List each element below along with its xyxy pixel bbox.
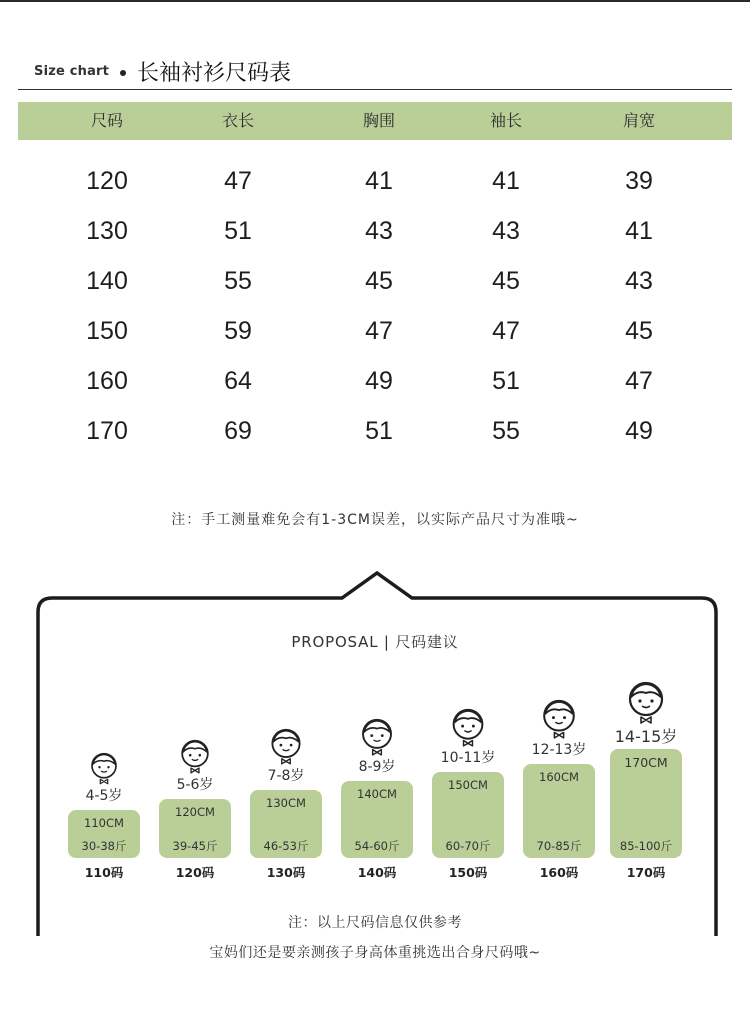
table-cell: 51 bbox=[365, 417, 393, 445]
table-cell: 51 bbox=[224, 217, 252, 245]
size-code-label: 110码 bbox=[84, 865, 124, 880]
child-face-icon bbox=[360, 716, 395, 757]
table-cell: 140 bbox=[86, 267, 128, 295]
age-label: 10-11岁 bbox=[440, 750, 496, 766]
weight-label: 60-70斤 bbox=[445, 839, 491, 853]
table-cell: 41 bbox=[365, 167, 393, 195]
child-face-icon bbox=[269, 726, 303, 766]
table-cell: 49 bbox=[365, 367, 393, 395]
weight-label: 85-100斤 bbox=[619, 839, 673, 853]
age-label: 4-5岁 bbox=[85, 788, 123, 804]
column-header-length: 衣长 bbox=[221, 111, 255, 130]
table-row bbox=[0, 161, 750, 201]
table-cell: 69 bbox=[224, 417, 252, 445]
weight-label: 39-45斤 bbox=[172, 839, 218, 853]
proposal-title: PROPOSAL | 尺码建议 bbox=[291, 633, 459, 651]
header-divider bbox=[18, 89, 732, 90]
child-face-icon bbox=[626, 679, 666, 725]
child-face-icon bbox=[541, 697, 578, 740]
height-weight-box bbox=[68, 810, 140, 858]
table-cell: 64 bbox=[224, 367, 252, 395]
table-cell: 43 bbox=[492, 217, 520, 245]
size-code-label: 150码 bbox=[448, 865, 488, 880]
height-label: 150CM bbox=[448, 778, 488, 792]
size-code-label: 130码 bbox=[266, 865, 306, 880]
table-cell: 47 bbox=[625, 367, 653, 395]
table-cell: 55 bbox=[224, 267, 252, 295]
child-face-icon bbox=[179, 737, 211, 775]
size-code-label: 120码 bbox=[175, 865, 215, 880]
column-header-sleeve: 袖长 bbox=[489, 111, 523, 130]
table-cell: 43 bbox=[625, 267, 653, 295]
table-cell: 150 bbox=[86, 317, 128, 345]
measurement-note: 注：手工测量难免会有1-3CM误差，以实际产品尺寸为准哦~ bbox=[171, 512, 579, 528]
size-code-label: 140码 bbox=[357, 865, 397, 880]
bullet-dot-icon bbox=[120, 70, 126, 76]
height-label: 130CM bbox=[266, 796, 306, 810]
table-cell: 47 bbox=[492, 317, 520, 345]
height-weight-box bbox=[250, 790, 322, 858]
table-cell: 59 bbox=[224, 317, 252, 345]
top-border bbox=[0, 0, 750, 2]
weight-label: 70-85斤 bbox=[536, 839, 582, 853]
table-cell: 45 bbox=[492, 267, 520, 295]
table-cell: 47 bbox=[224, 167, 252, 195]
height-weight-box bbox=[432, 772, 504, 858]
table-cell: 45 bbox=[365, 267, 393, 295]
column-header-shoulder: 肩宽 bbox=[622, 111, 656, 130]
age-label: 5-6岁 bbox=[176, 777, 214, 793]
table-cell: 51 bbox=[492, 367, 520, 395]
reference-note: 注：以上尺码信息仅供参考 bbox=[288, 915, 462, 931]
height-weight-box bbox=[610, 749, 682, 858]
table-cell: 43 bbox=[365, 217, 393, 245]
size-code-label: 170码 bbox=[626, 865, 666, 880]
height-label: 140CM bbox=[357, 787, 397, 801]
height-label: 110CM bbox=[84, 816, 124, 830]
height-label: 120CM bbox=[175, 805, 215, 819]
size-chart-label: Size chart bbox=[34, 64, 110, 79]
table-cell: 41 bbox=[492, 167, 520, 195]
weight-label: 46-53斤 bbox=[263, 839, 309, 853]
table-cell: 45 bbox=[625, 317, 653, 345]
table-cell: 41 bbox=[625, 217, 653, 245]
height-label: 160CM bbox=[539, 770, 579, 784]
height-label: 170CM bbox=[624, 755, 668, 770]
height-weight-box bbox=[159, 799, 231, 858]
table-row bbox=[0, 211, 750, 251]
height-weight-box bbox=[341, 781, 413, 858]
table-cell: 39 bbox=[625, 167, 653, 195]
height-weight-box bbox=[523, 764, 595, 858]
table-row bbox=[0, 411, 750, 451]
chart-header bbox=[0, 50, 750, 90]
chart-title: 长袖衬衫尺码表 bbox=[137, 61, 292, 86]
child-face-icon bbox=[89, 750, 119, 786]
table-cell: 55 bbox=[492, 417, 520, 445]
table-row bbox=[0, 311, 750, 351]
table-cell: 49 bbox=[625, 417, 653, 445]
table-row bbox=[0, 261, 750, 301]
table-cell: 160 bbox=[86, 367, 128, 395]
table-row bbox=[0, 361, 750, 401]
weight-label: 54-60斤 bbox=[354, 839, 400, 853]
column-header-size: 尺码 bbox=[90, 111, 124, 130]
size-code-label: 160码 bbox=[539, 865, 579, 880]
age-label: 7-8岁 bbox=[267, 768, 305, 784]
table-header bbox=[18, 102, 732, 140]
table-cell: 170 bbox=[86, 417, 128, 445]
age-label: 8-9岁 bbox=[358, 759, 396, 775]
age-label: 14-15岁 bbox=[614, 727, 678, 746]
child-face-icon bbox=[450, 706, 486, 748]
age-label: 12-13岁 bbox=[531, 742, 587, 758]
weight-label: 30-38斤 bbox=[81, 839, 127, 853]
column-header-chest: 胸围 bbox=[362, 111, 396, 130]
table-cell: 130 bbox=[86, 217, 128, 245]
table-cell: 120 bbox=[86, 167, 128, 195]
table-cell: 47 bbox=[365, 317, 393, 345]
measure-advice-note: 宝妈们还是要亲测孩子身高体重挑选出合身尺码哦~ bbox=[209, 945, 541, 961]
